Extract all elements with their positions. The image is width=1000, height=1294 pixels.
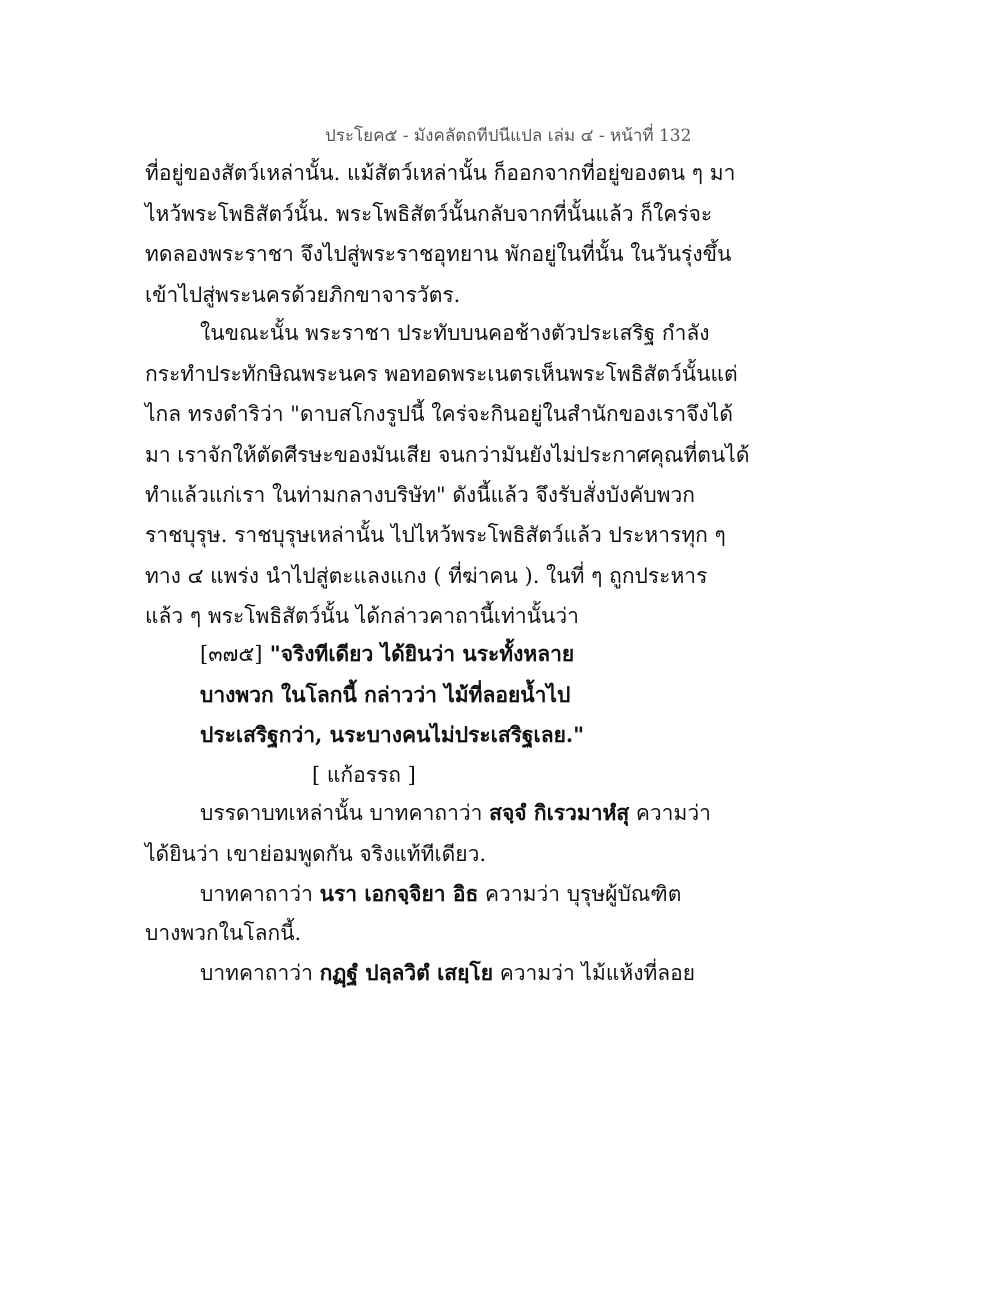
commentary-text: ความว่า ไม้แห้งที่ลอย: [499, 961, 696, 985]
body-line-8: มา เราจักให้ตัดศีรษะของมันเสีย จนกว่ามันยังไม่ประกาศคุณที่ตนได้: [145, 443, 750, 467]
page-header: ประโยค๕ - มังคลัตถทีปนีแปล เล่ม ๔ - หน้าที่ 132: [325, 126, 692, 146]
verse-line-3: ประเสริฐกว่า, นระบางคนไม่ประเสริฐเลย.": [200, 722, 585, 747]
pali-term: นรา เอกจฺจิยา อิธ: [319, 881, 479, 906]
body-line-10: ราชบุรุษ. ราชบุรุษเหล่านั้น ไปไหว้พระโพธิสัตว์แล้ว ประหารทุก ๆ: [145, 523, 726, 547]
commentary-text: บาทคาถาว่า: [200, 961, 313, 985]
body-line-1: ที่อยู่ของสัตว์เหล่านั้น. แม้สัตว์เหล่านั้น ก็ออกจากที่อยู่ของตน ๆ มา: [145, 161, 736, 185]
body-line-9: ทำแล้วแก่เรา ในท่ามกลางบริษัท" ดังนี้แล้ว จึงรับสั่งบังคับพวก: [145, 483, 696, 507]
commentary-line-5: [200, 958, 730, 988]
commentary-text: ความว่า บุรุษผู้บัณฑิต: [484, 882, 682, 906]
body-line-5: ในขณะนั้น พระราชา ประทับบนคอช้างตัวประเสริฐ กำลัง: [200, 321, 710, 345]
verse-line-2: บางพวก ในโลกนี้ กล่าวว่า ไม้ที่ลอยน้ำไป: [200, 682, 571, 707]
commentary-text: บาทคาถาว่า: [200, 882, 313, 906]
commentary-line-2: ได้ยินว่า เขาย่อมพูดกัน จริงแท้ทีเดียว.: [145, 842, 487, 866]
pali-term: กฏฺฐํ ปลฺลวิตํ เสยฺโย: [319, 960, 493, 985]
commentary-line-4: บางพวกในโลกนี้.: [145, 921, 302, 945]
commentary-line-1: [200, 798, 730, 828]
verse-text-1: "จริงทีเดียว ได้ยินว่า นระทั้งหลาย: [269, 641, 575, 666]
section-note: [ แก้อรรถ ]: [312, 763, 416, 787]
body-line-2: ไหว้พระโพธิสัตว์นั้น. พระโพธิสัตว์นั้นกลับจากที่นั้นแล้ว ก็ใคร่จะ: [145, 202, 713, 226]
commentary-line-3: [200, 879, 730, 909]
commentary-text: ความว่า: [635, 801, 711, 825]
body-line-11: ทาง ๔ แพร่ง นำไปสู่ตะแลงแกง ( ที่ฆ่าคน ). ในที่ ๆ ถูกประหาร: [145, 564, 708, 588]
pali-term: สจฺจํ กิเรวมาหํสุ: [489, 800, 630, 825]
verse-line-1: [200, 639, 720, 669]
body-line-12: แล้ว ๆ พระโพธิสัตว์นั้น ได้กล่าวคาถานี้เท่านั้นว่า: [145, 604, 579, 628]
body-line-3: ทดลองพระราชา จึงไปสู่พระราชอุทยาน พักอยู่ในที่นั้น ในวันรุ่งขึ้น: [145, 242, 732, 266]
body-line-4: เข้าไปสู่พระนครด้วยภิกขาจารวัตร.: [145, 283, 461, 307]
commentary-text: บรรดาบทเหล่านั้น บาทคาถาว่า: [200, 801, 483, 825]
verse-number: [๓๗๕]: [200, 642, 263, 666]
body-line-7: ไกล ทรงดำริว่า "ดาบสโกงรูปนี้ ใคร่จะกินอยู่ในสำนักของเราจึงได้: [145, 402, 733, 426]
body-line-6: กระทำประทักษิณพระนคร พอทอดพระเนตรเห็นพระโพธิสัตว์นั้นแต่: [145, 362, 738, 386]
